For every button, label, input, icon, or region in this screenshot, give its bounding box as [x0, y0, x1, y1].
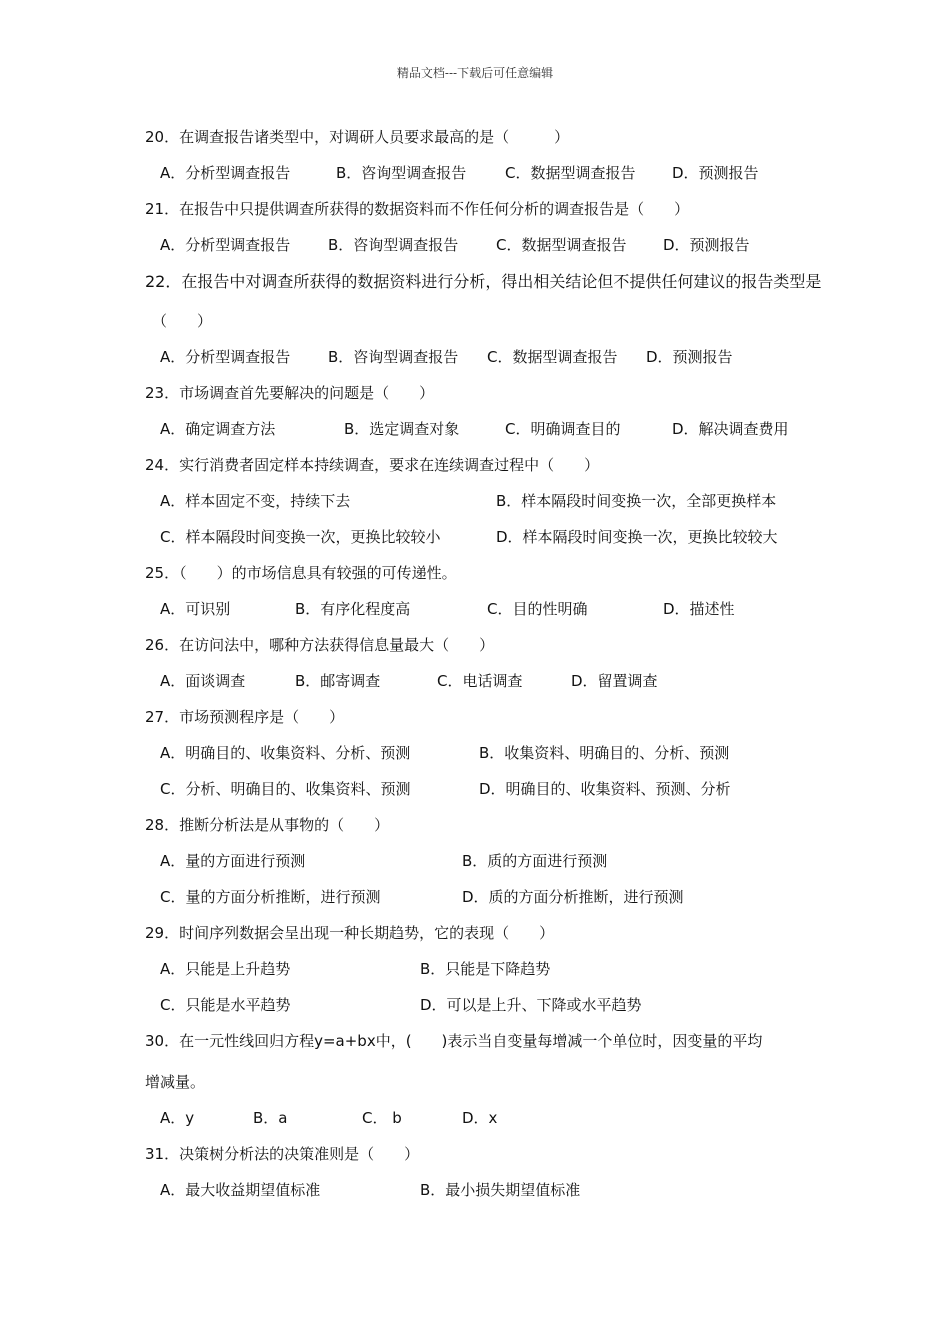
question-22-option-a: A．分析型调查报告: [160, 348, 291, 366]
question-22-option-c: C．数据型调查报告: [487, 348, 618, 366]
question-24-option-b: B．样本隔段时间变换一次，全部更换样本: [496, 492, 777, 510]
question-29-option-a: A．只能是上升趋势: [160, 960, 291, 978]
question-24-stem: 24．实行消费者固定样本持续调查，要求在连续调查过程中（ ）: [145, 456, 600, 474]
question-28-option-a: A．量的方面进行预测: [160, 852, 306, 870]
question-27-option-c: C．分析、明确目的、收集资料、预测: [160, 780, 411, 798]
question-31-stem: 31．决策树分析法的决策准则是（ ）: [145, 1145, 420, 1163]
question-26-option-b: B．邮寄调查: [295, 672, 381, 690]
question-26-option-a: A．面谈调查: [160, 672, 246, 690]
question-27-option-d: D．明确目的、收集资料、预测、分析: [479, 780, 731, 798]
question-30-option-b: B．a: [253, 1109, 288, 1127]
question-21-option-d: D．预测报告: [663, 236, 750, 254]
question-27-option-a: A．明确目的、收集资料、分析、预测: [160, 744, 411, 762]
question-22-stem: 22．在报告中对调查所获得的数据资料进行分析，得出相关结论但不提供任何建议的报告类型是: [145, 272, 822, 291]
question-31-option-b: B．最小损失期望值标准: [420, 1181, 581, 1199]
question-24-option-d: D．样本隔段时间变换一次，更换比较较大: [496, 528, 778, 546]
question-23-stem: 23．市场调查首先要解决的问题是（ ）: [145, 384, 435, 402]
question-22-option-d: D．预测报告: [646, 348, 733, 366]
question-27-option-b: B．收集资料、明确目的、分析、预测: [479, 744, 730, 762]
question-28-option-c: C．量的方面分析推断，进行预测: [160, 888, 381, 906]
question-20-option-c: C．数据型调查报告: [505, 164, 636, 182]
question-30-stem: 30．在一元性线回归方程y=a+bx中，( )表示当自变量每增减一个单位时，因变量的平均: [145, 1032, 763, 1050]
question-20-option-b: B．咨询型调查报告: [336, 164, 467, 182]
question-25-option-d: D．描述性: [663, 600, 735, 618]
question-21-stem: 21．在报告中只提供调查所获得的数据资料而不作任何分析的调查报告是（ ）: [145, 200, 690, 218]
question-24-option-c: C．样本隔段时间变换一次，更换比较较小: [160, 528, 441, 546]
question-29-stem: 29．时间序列数据会呈出现一种长期趋势，它的表现（ ）: [145, 924, 555, 942]
question-25-stem: 25．（ ）的市场信息具有较强的可传递性。: [145, 564, 457, 582]
question-22-stem-continued: （ ）: [152, 312, 213, 330]
question-28-stem: 28．推断分析法是从事物的（ ）: [145, 816, 390, 834]
question-30-option-d: D．x: [462, 1109, 498, 1127]
question-28-option-b: B．质的方面进行预测: [462, 852, 608, 870]
question-29-option-b: B．只能是下降趋势: [420, 960, 551, 978]
question-23-option-a: A．确定调查方法: [160, 420, 276, 438]
question-23-option-b: B．选定调查对象: [344, 420, 460, 438]
question-22-option-b: B．咨询型调查报告: [328, 348, 459, 366]
question-29-option-d: D．可以是上升、下降或水平趋势: [420, 996, 642, 1014]
question-24-option-a: A．样本固定不变，持续下去: [160, 492, 351, 510]
page-header: 精品文档---下载后可任意编辑: [396, 66, 554, 80]
question-30-option-c: C． b: [362, 1109, 402, 1127]
question-21-option-a: A．分析型调查报告: [160, 236, 291, 254]
question-29-option-c: C．只能是水平趋势: [160, 996, 291, 1014]
question-23-option-c: C．明确调查目的: [505, 420, 621, 438]
question-21-option-b: B．咨询型调查报告: [328, 236, 459, 254]
question-20-stem: 20．在调查报告诸类型中，对调研人员要求最高的是（ ）: [145, 128, 570, 146]
question-21-option-c: C．数据型调查报告: [496, 236, 627, 254]
question-26-stem: 26．在访问法中，哪种方法获得信息量最大（ ）: [145, 636, 495, 654]
question-31-option-a: A．最大收益期望值标准: [160, 1181, 321, 1199]
question-30-stem-continued: 增减量。: [145, 1073, 206, 1091]
question-25-option-c: C．目的性明确: [487, 600, 588, 618]
question-27-stem: 27．市场预测程序是（ ）: [145, 708, 345, 726]
question-23-option-d: D．解决调查费用: [672, 420, 789, 438]
question-25-option-b: B．有序化程度高: [295, 600, 411, 618]
question-25-option-a: A．可识别: [160, 600, 231, 618]
question-26-option-c: C．电话调查: [437, 672, 523, 690]
question-30-option-a: A．y: [160, 1109, 195, 1127]
question-26-option-d: D．留置调查: [571, 672, 658, 690]
question-20-option-d: D．预测报告: [672, 164, 759, 182]
question-20-option-a: A．分析型调查报告: [160, 164, 291, 182]
question-28-option-d: D．质的方面分析推断，进行预测: [462, 888, 684, 906]
